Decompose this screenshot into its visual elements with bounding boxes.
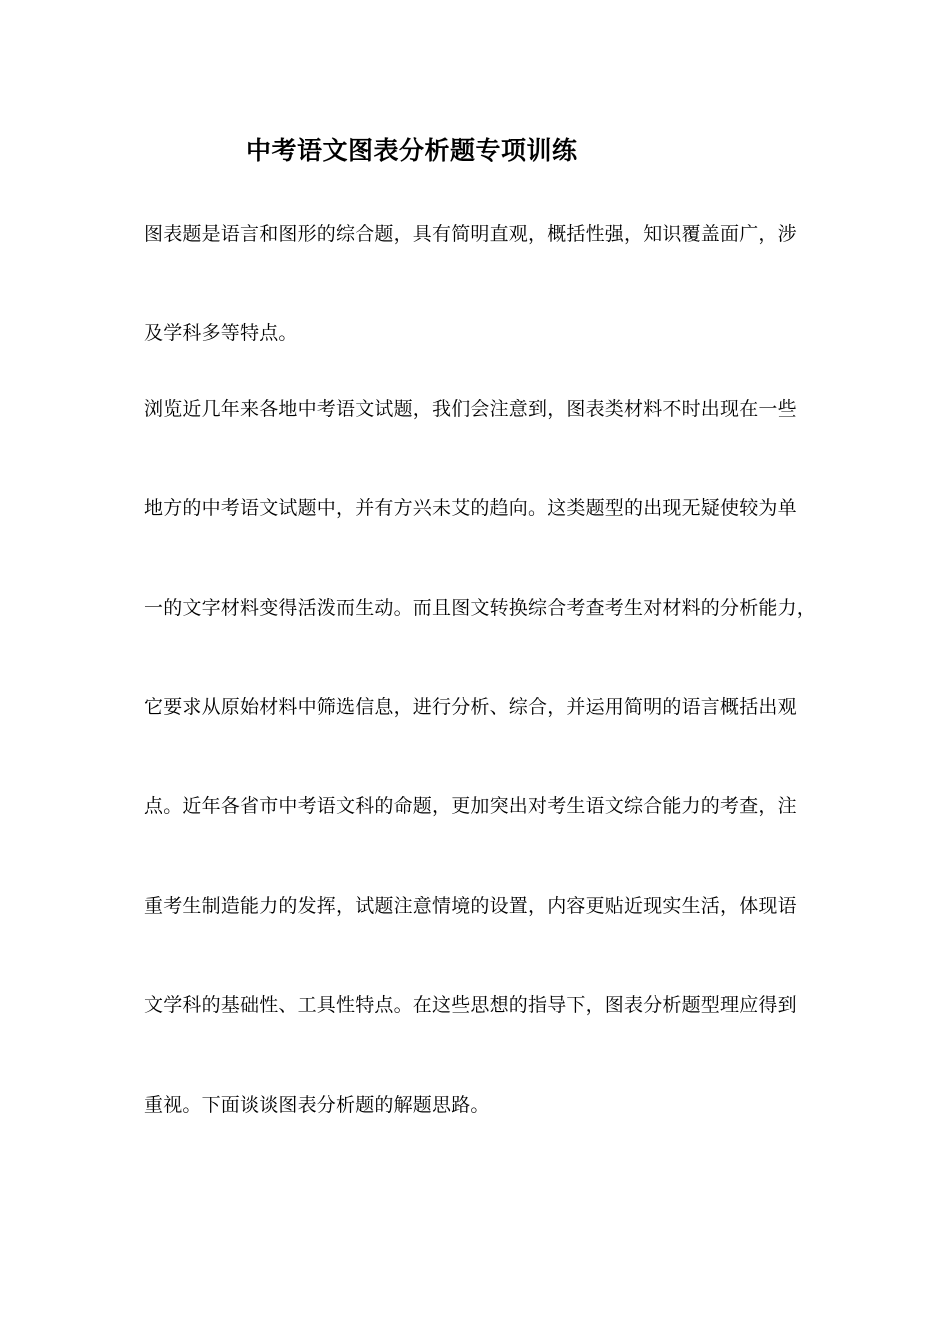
document-title: 中考语文图表分析题专项训练 (246, 136, 578, 165)
text-line: 一的文字材料变得活泼而生动。而且图文转换综合考查考生对材料的分析能力， (144, 597, 817, 619)
text-line: 重考生制造能力的发挥，试题注意情境的设置，内容更贴近现实生活，体现语 (144, 895, 797, 917)
text-line: 点。近年各省市中考语文科的命题，更加突出对考生语文综合能力的考查，注 (144, 795, 797, 817)
text-line: 浏览近几年来各地中考语文试题，我们会注意到，图表类材料不时出现在一些 (144, 398, 797, 420)
text-line: 文学科的基础性、工具性特点。在这些思想的指导下，图表分析题型理应得到 (144, 994, 797, 1016)
text-line: 图表题是语言和图形的综合题，具有简明直观，概括性强，知识覆盖面广，涉 (144, 223, 797, 245)
text-line: 它要求从原始材料中筛选信息，进行分析、综合，并运用简明的语言概括出观 (144, 696, 797, 718)
text-line: 及学科多等特点。 (144, 322, 298, 344)
text-line: 地方的中考语文试题中，并有方兴未艾的趋向。这类题型的出现无疑使较为单 (144, 497, 797, 519)
text-line: 重视。下面谈谈图表分析题的解题思路。 (144, 1094, 490, 1116)
